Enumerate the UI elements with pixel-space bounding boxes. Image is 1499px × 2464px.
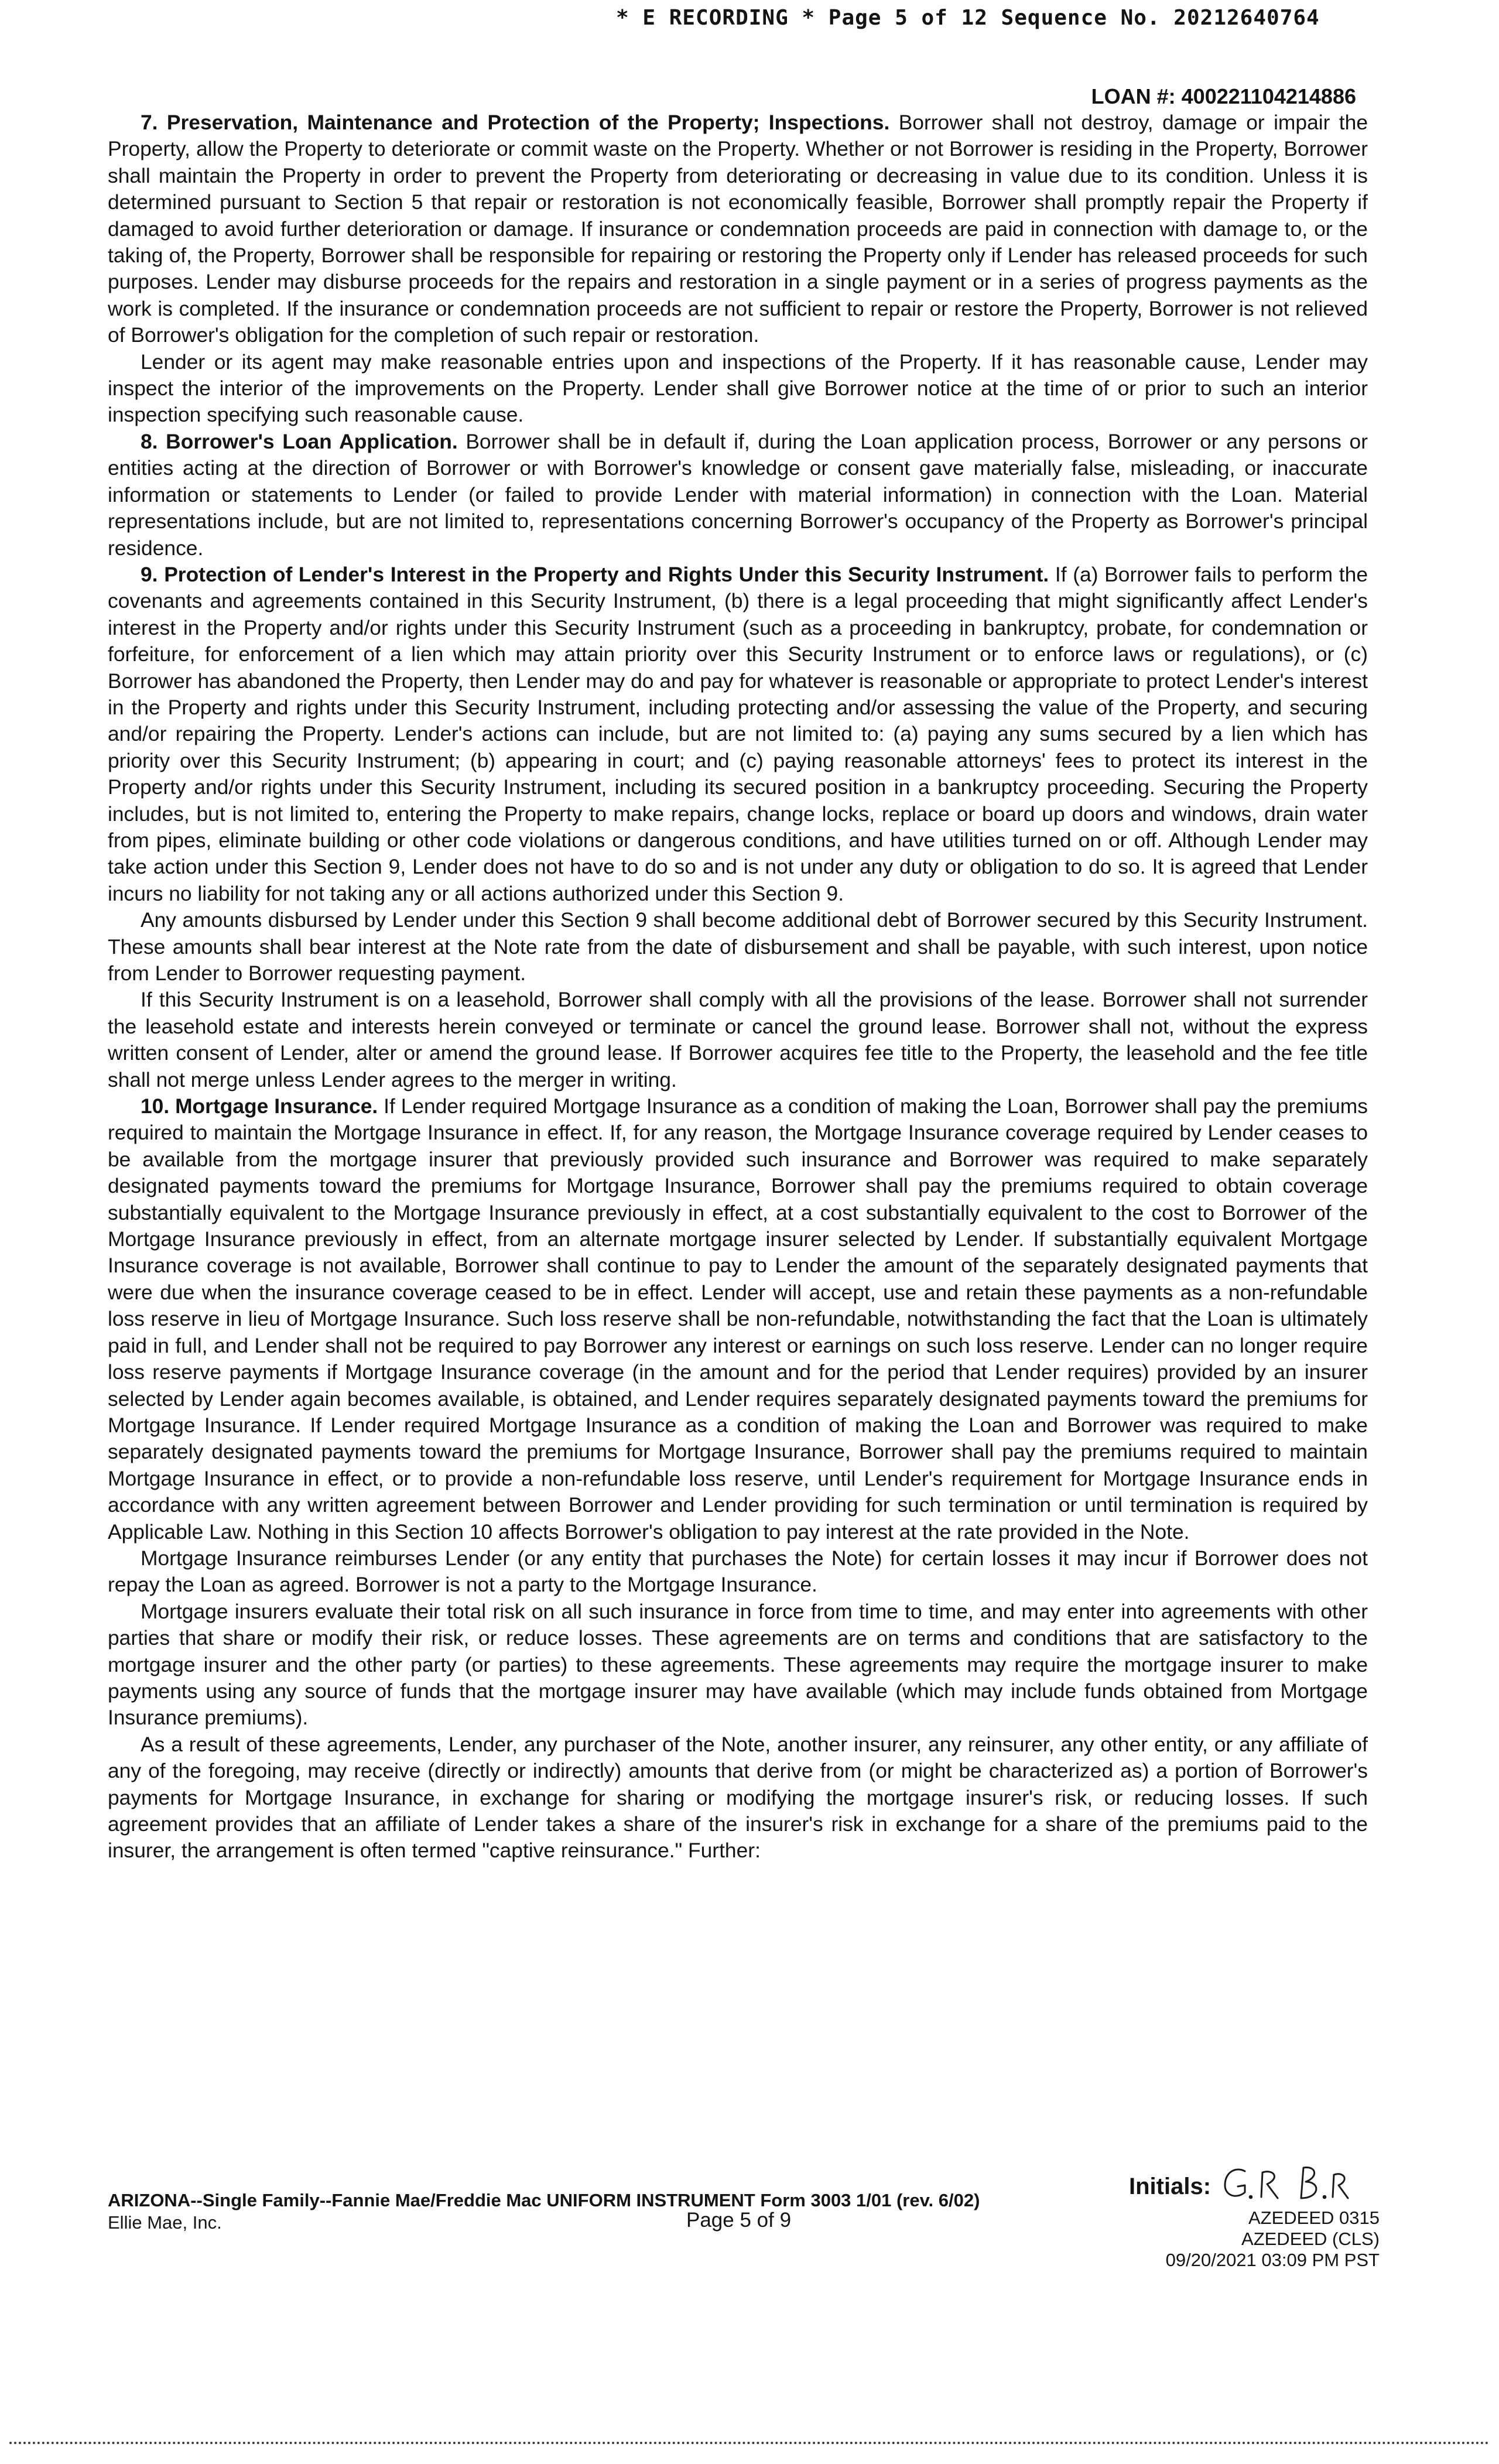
footer-company: Ellie Mae, Inc. bbox=[108, 2212, 222, 2233]
section-9-amounts-paragraph: Any amounts disbursed by Lender under this Section 9 shall become additional debt of Borrower secured by this Security Instrument. These amounts shall bear interest at the Note rate from the date of disbursement and shall be payable, with such interest, upon notice from Lender to Borrower requesting payment. bbox=[108, 908, 1368, 985]
section-10-text: If Lender required Mortgage Insurance as a condition of making the Loan, Borrower shall pay the premiums required to maintain the Mortgage Insurance in effect. If, for any reason, the Mortgage Insurance coverage required by Lender ceases to be available from the mortgage insurer that previously provided such insurance and Borrower was required to make separately designated payments toward the premiums for Mortgage Insurance, Borrower shall pay the premiums required to obtain coverage substantially equivalent to the Mortgage Insurance previously in effect, at a cost substantially equivalent to the cost to Borrower of the Mortgage Insurance previously in effect, from an alternate mortgage insurer selected by Lender. If substantially equivalent Mortgage Insurance coverage is not available, Borrower shall continue to pay to Lender the amount of the separately designated payments that were due when the insurance coverage ceased to be in effect. Lender will accept, use and retain these payments as a non-refundable loss reserve in lieu of Mortgage Insurance. Such loss reserve shall be non-refundable, notwithstanding the fact that the Loan is ultimately paid in full, and Lender shall not be required to pay Borrower any interest or earnings on such loss reserve. Lender can no longer require loss reserve payments if Mortgage Insurance coverage (in the amount and for the period that Lender requires) provided by an insurer selected by Lender again becomes available, is obtained, and Lender requires separately designated payments toward the premiums for Mortgage Insurance. If Lender required Mortgage Insurance as a condition of making the Loan and Borrower was required to make separately designated payments toward the premiums for Mortgage Insurance, Borrower shall pay the premiums required to maintain Mortgage Insurance in effect, or to provide a non-refundable loss reserve, until Lender's requirement for Mortgage Insurance ends in accordance with any written agreement between Borrower and Lender providing for such termination or until termination is required by Applicable Law. Nothing in this Section 10 affects Borrower's obligation to pay interest at the rate provided in the Note. bbox=[108, 1094, 1368, 1544]
section-10-paragraph bbox=[108, 1093, 1368, 1545]
loan-number: LOAN #: 400221104214886 bbox=[1091, 84, 1356, 108]
footer-form-line: ARIZONA--Single Family--Fannie Mae/Freddie Mac UNIFORM INSTRUMENT Form 3003 1/01 (rev. 6/02) bbox=[108, 2190, 980, 2210]
section-7-text: Borrower shall not destroy, damage or impair the Property, allow the Property to deteriorate or commit waste on the Property. Whether or not Borrower is residing in the Property, Borrower shall maintain the Property in order to prevent the Property from deteriorating or decreasing in value due to its condition. Unless it is determined pursuant to Section 5 that repair or restoration is not economically feasible, Borrower shall promptly repair the Property if damaged to avoid further deterioration or damage. If insurance or condemnation proceeds are paid in connection with damage to, or the taking of, the Property, Borrower shall be responsible for repairing or restoring the Property only if Lender has released proceeds for such purposes. Lender may disburse proceeds for the repairs and restoration in a single payment or in a series of progress payments as the work is completed. If the insurance or condemnation proceeds are not sufficient to repair or restore the Property, Borrower is not relieved of Borrower's obligation for the completion of such repair or restoration. bbox=[108, 111, 1368, 347]
footer-form-info bbox=[108, 2189, 980, 2234]
section-8-paragraph bbox=[108, 429, 1368, 562]
recording-header: * E RECORDING * Page 5 of 12 Sequence No. 20212640764 bbox=[616, 6, 1320, 30]
section-7-paragraph bbox=[108, 109, 1368, 349]
footer-code-1: AZEDEED 0315 bbox=[1248, 2208, 1380, 2228]
footer-codes bbox=[1152, 2208, 1380, 2271]
section-10-insurers-paragraph: Mortgage insurers evaluate their total risk on all such insurance in force from time to time, and may enter into agreements with other parties that share or modify their risk, or reduce losses. These agreements are on terms and conditions that are satisfactory to the mortgage insurer and the other party (or parties) to these agreements. These agreements may require the mortgage insurer to make payments using any source of funds that the mortgage insurer may have available (which may include funds obtained from Mortgage Insurance premiums). bbox=[108, 1599, 1368, 1730]
initials-label: Initials: bbox=[1129, 2174, 1211, 2199]
section-10-heading: 10. Mortgage Insurance. bbox=[141, 1094, 378, 1118]
section-9-heading: 9. Protection of Lender's Interest in the Property and Rights Under this Security Instrument. bbox=[141, 562, 1049, 586]
initials-block bbox=[1129, 2161, 1375, 2208]
footer-code-2: AZEDEED (CLS) bbox=[1241, 2229, 1380, 2249]
scan-edge-divider bbox=[9, 2442, 1490, 2444]
footer-timestamp: 09/20/2021 03:09 PM PST bbox=[1165, 2250, 1380, 2270]
section-9-leasehold-paragraph: If this Security Instrument is on a leasehold, Borrower shall comply with all the provisions of the lease. Borrower shall not surrender the leasehold estate and interests herein conveyed or terminate or cancel the ground lease. Borrower shall not, without the express written consent of Lender, alter or amend the ground lease. If Borrower acquires fee title to the Property, the leasehold and the fee title shall not merge unless Lender agrees to the merger in writing. bbox=[108, 988, 1368, 1091]
section-8-heading: 8. Borrower's Loan Application. bbox=[141, 429, 458, 453]
section-8-text: Borrower shall be in default if, during the Loan application process, Borrower or any persons or entities acting at the direction of Borrower or with Borrower's knowledge or consent gave materially false, misleading, or inaccurate information or statements to Lender (or failed to provide Lender with material information) in connection with the Loan. Material representations include, but are not limited to, representations concerning Borrower's occupancy of the Property as Borrower's principal residence. bbox=[108, 429, 1368, 560]
section-7-heading: 7. Preservation, Maintenance and Protection of the Property; Inspections. bbox=[141, 111, 890, 134]
section-9-text: If (a) Borrower fails to perform the covenants and agreements contained in this Security Instrument, (b) there is a legal proceeding that might significantly affect Lender's interest in the Property and/or rights under this Security Instrument (such as a proceeding in bankruptcy, probate, for condemnation or forfeiture, for enforcement of a lien which may attain priority over this Security Instrument or to enforce laws or regulations), or (c) Borrower has abandoned the Property, then Lender may do and pay for whatever is reasonable or appropriate to protect Lender's interest in the Property and rights under this Security Instrument, including protecting and/or assessing the value of the Property, and securing and/or repairing the Property. Lender's actions can include, but are not limited to: (a) paying any sums secured by a lien which has priority over this Security Instrument; (b) appearing in court; and (c) paying reasonable attorneys' fees to protect its interest in the Property and/or rights under this Security Instrument, including its secured position in a bankruptcy proceeding. Securing the Property includes, but is not limited to, entering the Property to make repairs, change locks, replace or board up doors and windows, drain water from pipes, eliminate building or other code violations or dangerous conditions, and have utilities turned on or off. Although Lender may take action under this Section 9, Lender does not have to do so and is not under any duty or obligation to do so. It is agreed that Lender incurs no liability for not taking any or all actions authorized under this Section 9. bbox=[108, 562, 1368, 905]
document-body bbox=[108, 109, 1368, 1864]
section-10-agreements-paragraph: As a result of these agreements, Lender, any purchaser of the Note, another insurer, any reinsurer, any other entity, or any affiliate of any of the foregoing, may receive (directly or indirectly) amounts that derive from (or might be characterized as) a portion of Borrower's payments for Mortgage Insurance, in exchange for sharing or modifying the mortgage insurer's risk, or reducing losses. If such agreement provides that an affiliate of Lender takes a share of the insurer's risk in exchange for a share of the premiums paid to the insurer, the arrangement is often termed "captive reinsurance." Further: bbox=[108, 1732, 1368, 1863]
footer-page-number: Page 5 of 9 bbox=[686, 2209, 792, 2232]
section-7-inspections-paragraph: Lender or its agent may make reasonable entries upon and inspections of the Property. If it has reasonable cause, Lender may inspect the interior of the improvements on the Property. Lender shall give Borrower notice at the time of or prior to such an interior inspection specifying such reasonable cause. bbox=[108, 350, 1368, 427]
initials-signature bbox=[1219, 2161, 1360, 2208]
section-10-reimburse-paragraph: Mortgage Insurance reimburses Lender (or any entity that purchases the Note) for certain losses it may incur if Borrower does not repay the Loan as agreed. Borrower is not a party to the Mortgage Insurance. bbox=[108, 1546, 1368, 1597]
section-9-paragraph bbox=[108, 562, 1368, 907]
